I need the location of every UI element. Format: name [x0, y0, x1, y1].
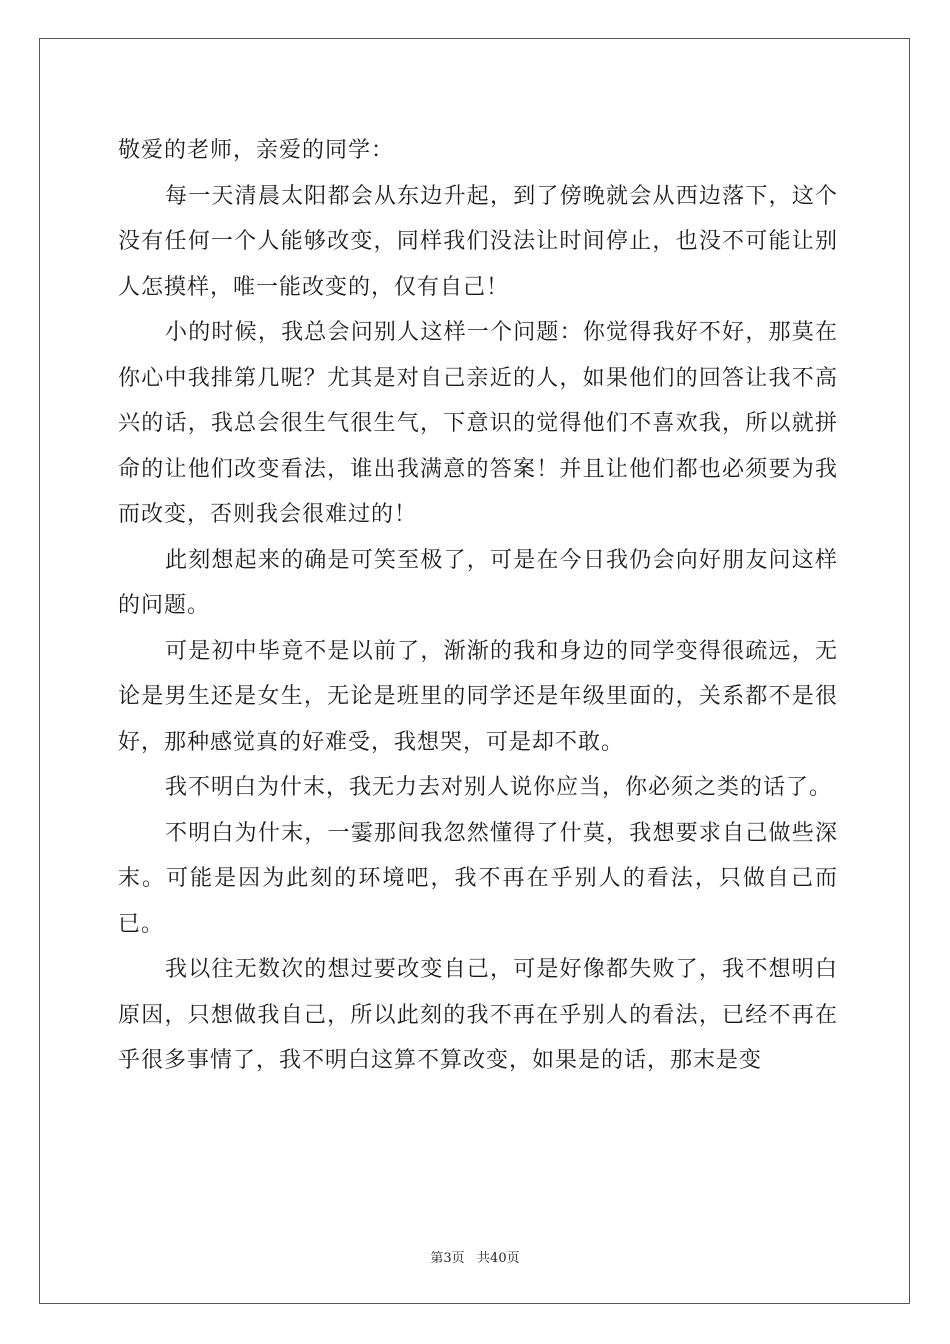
paragraph-7: 我以往无数次的想过要改变自己，可是好像都失败了，我不想明白原因，只想做我自己，所以此刻的我不再在乎别人的看法，已经不再在乎很多事情了，我不明白这算不算改变，如果是的话，那末是变	[118, 957, 838, 1073]
paragraph-5: 我不明白为什末，我无力去对别人说你应当，你必须之类的话了。	[165, 775, 833, 800]
paragraph-2: 小的时候，我总会问别人这样一个问题：你觉得我好不好，那莫在你心中我排第几呢？尤其是对自己亲近的人，如果他们的回答让我不高兴的话，我总会很生气很生气，下意识的觉得他们不喜欢我，所以就拼命的让他们改变看法，谁出我满意的答案！并且让他们都也必须要为我而改变，否则我会很难过的！	[118, 320, 838, 527]
paragraph-3: 此刻想起来的确是可笑至极了，可是在今日我仍会向好朋友问这样的问题。	[118, 547, 838, 618]
page-number: 第3页 共40页	[430, 1251, 520, 1266]
paragraph-4: 可是初中毕竟不是以前了，渐渐的我和身边的同学变得很疏远，无论是男生还是女生，无论是班里的同学还是年级里面的，关系都不是很好，那种感觉真的好难受，我想哭，可是却不敢。	[118, 638, 838, 755]
document-body	[118, 128, 838, 1084]
paragraph-1: 每一天清晨太阳都会从东边升起，到了傍晚就会从西边落下，这个没有任何一个人能够改变，同样我们没法让时间停止，也没不可能让别人怎摸样，唯一能改变的，仅有自己！	[118, 183, 838, 300]
salutation: 敬爱的老师，亲爱的同学：	[118, 138, 395, 163]
paragraph-6: 不明白为什末，一霎那间我忽然懂得了什莫，我想要求自己做些深末。可能是因为此刻的环境吧，我不再在乎别人的看法，只做自己而已。	[118, 820, 838, 937]
